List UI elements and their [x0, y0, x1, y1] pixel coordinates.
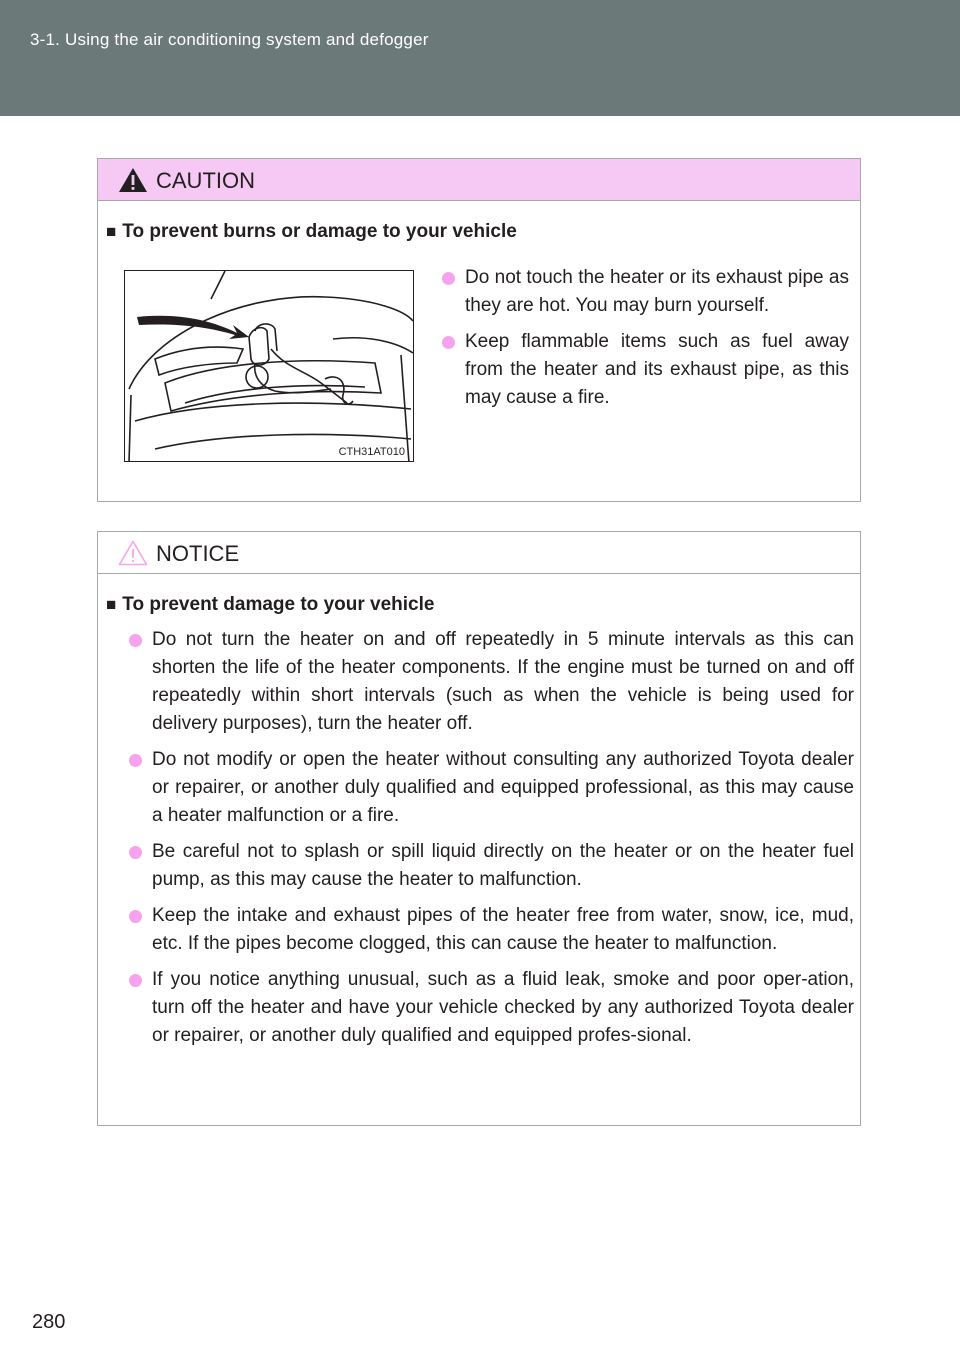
warning-triangle-icon: [118, 540, 148, 566]
bullet-dot-icon: [129, 910, 142, 923]
page-header: [0, 0, 960, 116]
bullet-dot-icon: [129, 846, 142, 859]
warning-triangle-icon: [118, 167, 148, 193]
list-item: Keep the intake and exhaust pipes of the heater free from water, snow, ice, mud, etc. If the pipes become clogged, this can cause the heater to malfunction.: [126, 902, 854, 958]
list-item: Do not modify or open the heater without consulting any authorized Toyota dealer or repairer, or another duly qualified and equipped professional, as this may cause a heater malfunction or a fire.: [126, 746, 854, 830]
bullet-dot-icon: [129, 634, 142, 647]
page-number: 280: [32, 1311, 66, 1333]
caution-label: CAUTION: [156, 168, 255, 193]
heater-illustration: [124, 270, 414, 462]
section-breadcrumb: 3-1. Using the air conditioning system and defogger: [30, 30, 429, 49]
bullet-dot-icon: [129, 754, 142, 767]
image-code: CTH31AT010: [338, 446, 405, 458]
bullet-dot-icon: [442, 272, 455, 285]
notice-header: [98, 532, 860, 574]
square-bullet-icon: ■: [106, 222, 117, 241]
notice-box: [97, 531, 861, 1126]
list-item: If you notice anything unusual, such as a fluid leak, smoke and poor oper-ation, turn off the heater and have your vehicle checked by any authorized Toyota dealer or repairer, or another duly qualified and equipped profes-sional.: [126, 966, 854, 1050]
square-bullet-icon: ■: [106, 595, 117, 614]
caution-box: [97, 158, 861, 502]
notice-section-title: ■ To prevent damage to your vehicle: [106, 594, 435, 615]
list-item: Be careful not to splash or spill liquid directly on the heater or on the heater fuel pump, as this may cause the heater to malfunction.: [126, 838, 854, 894]
bullet-dot-icon: [442, 336, 455, 349]
notice-label: NOTICE: [156, 541, 240, 566]
vehicle-front-drawing: [125, 271, 414, 462]
list-item: Keep flammable items such as fuel away from the heater and its exhaust pipe, as this may cause a fire.: [439, 328, 849, 412]
bullet-dot-icon: [129, 974, 142, 987]
list-item: Do not touch the heater or its exhaust pipe as they are hot. You may burn yourself.: [439, 264, 849, 320]
caution-header: [98, 159, 860, 201]
caution-bullets: [439, 264, 849, 420]
notice-bullets: [126, 626, 854, 1058]
list-item: Do not turn the heater on and off repeatedly in 5 minute intervals as this can shorten the life of the heater components. If the engine must be turned on and off repeatedly within short intervals (such as when the vehicle is being used for delivery purposes), turn the heater off.: [126, 626, 854, 738]
caution-section-title: ■ To prevent burns or damage to your vehicle: [106, 221, 517, 242]
